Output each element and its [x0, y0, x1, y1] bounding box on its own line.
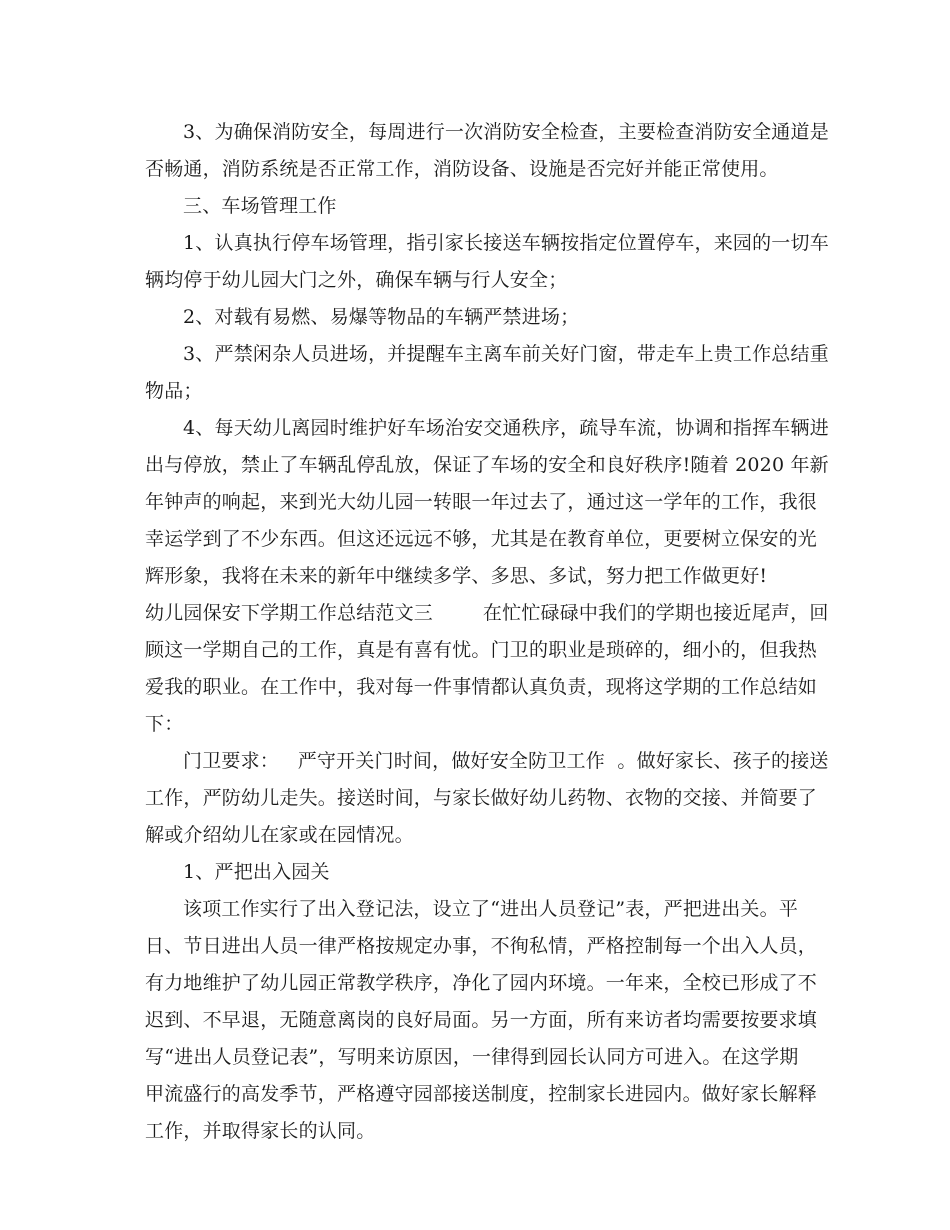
text-line: 有力地维护了幼儿园正常教学秩序，净化了园内环境。一年来，全校已形成了不 — [145, 972, 818, 994]
text-line: 解或介绍幼儿在家或在园情况。 — [145, 824, 414, 846]
section-heading: 三、车场管理工作 — [183, 195, 337, 217]
text-line: 1、认真执行停车场管理，指引家长接送车辆按指定位置停车，来园的一切车 — [183, 232, 829, 254]
subsection-heading: 1、严把出入园关 — [183, 861, 330, 883]
text-line: 迟到、不早退，无随意离岗的良好局面。另一方面，所有来访者均需要按要求填 — [145, 1009, 818, 1031]
text-line: 3、严禁闲杂人员进场，并提醒车主离车前关好门窗，带走车上贵工作总结重 — [183, 343, 829, 365]
text-line: 门卫要求： 严守开关门时间，做好安全防卫工作 。做好家长、孩子的接送 — [183, 750, 829, 772]
text-line: 爱我的职业。在工作中，我对每一件事情都认真负责，现将这学期的工作总结如 — [145, 676, 818, 698]
text-line: 工作，并取得家长的认同。 — [145, 1120, 376, 1142]
text-line: 物品； — [145, 380, 203, 402]
text-line: 4、每天幼儿离园时维护好车场治安交通秩序，疏导车流，协调和指挥车辆进 — [183, 417, 829, 439]
text-line: 否畅通，消防系统是否正常工作，消防设备、设施是否完好并能正常使用。 — [145, 158, 779, 180]
text-line: 3、为确保消防安全，每周进行一次消防安全检查，主要检查消防安全通道是 — [183, 121, 829, 143]
text-line: 辉形象，我将在未来的新年中继续多学、多思、多试，努力把工作做更好! — [145, 565, 768, 587]
text-line: 2、对载有易燃、易爆等物品的车辆严禁进场； — [183, 306, 580, 328]
text-line: 日、节日进出人员一律严格按规定办事，不徇私情，严格控制每一个出入人员， — [145, 935, 818, 957]
text-line: 写“进出人员登记表”，写明来访原因，一律得到园长认同方可进入。在这学期 — [145, 1046, 799, 1068]
text-line: 出与停放，禁止了车辆乱停乱放，保证了车场的安全和良好秩序!随着 2020 年新 — [145, 454, 829, 476]
text-line: 辆均停于幼儿园大门之外，确保车辆与行人安全； — [145, 269, 568, 291]
text-line: 幸运学到了不少东西。但这还远远不够，尤其是在教育单位，更要树立保安的光 — [145, 528, 818, 550]
text-line: 该项工作实行了出入登记法，设立了“进出人员登记”表，严把进出关。平 — [183, 898, 799, 920]
text-line: 幼儿园保安下学期工作总结范文三 在忙忙碌碌中我们的学期也接近尾声，回 — [145, 602, 829, 624]
text-line: 工作，严防幼儿走失。接送时间，与家长做好幼儿药物、衣物的交接、并简要了 — [145, 787, 818, 809]
text-line: 下： — [145, 713, 184, 735]
text-line: 甲流盛行的高发季节，严格遵守园部接送制度，控制家长进园内。做好家长解释 — [145, 1083, 818, 1105]
text-line: 年钟声的响起，来到光大幼儿园一转眼一年过去了，通过这一学年的工作，我很 — [145, 491, 818, 513]
text-line: 顾这一学期自己的工作，真是有喜有忧。门卫的职业是琐碎的，细小的，但我热 — [145, 639, 818, 661]
